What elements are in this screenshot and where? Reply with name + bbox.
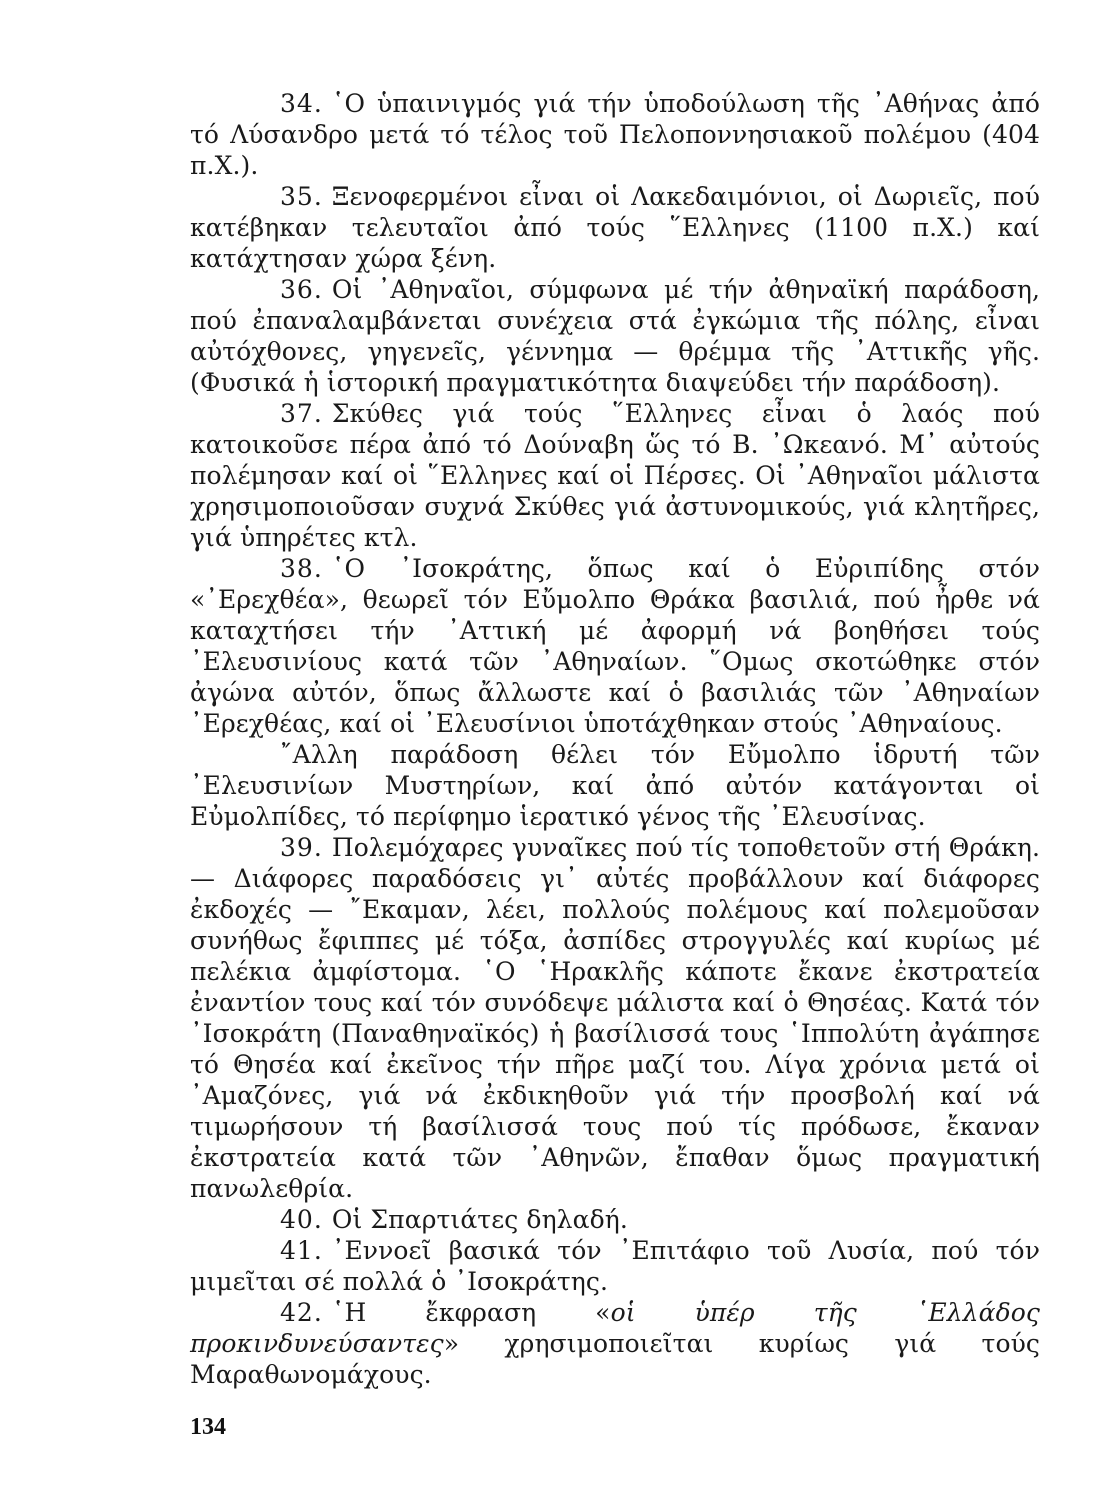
footnote-number: 41 bbox=[280, 1236, 314, 1265]
footnote-number: 37 bbox=[280, 399, 314, 428]
footnote-text: Οἱ Σπαρτιάτες δηλαδή. bbox=[331, 1205, 628, 1234]
footnote-34: 34. ῾Ο ὑπαινιγμός γιά τήν ὑποδούλωση τῆς ᾿Αθήνας ἀπό τό Λύσανδρο μετά τό τέλος τοῦ Πελοποννησιακοῦ πολέμου (404 π.Χ.). bbox=[190, 89, 1040, 180]
footnote-38-continuation bbox=[190, 739, 1040, 832]
footnote-text: ῾Ο ᾿Ισοκράτης, ὅπως καί ὁ Εὐριπίδης στόν «᾿Ερεχθέα», θεωρεῖ τόν Εὔμολπο Θράκα βασιλιά, πού ἦρθε νά καταχτήσει τήν ᾿Αττική μέ ἀφορμή νά βοηθήσει τούς ᾿Ελευσινίους κατά τῶν ᾿Αθηναίων. ῞Ομως σκοτώθηκε στόν ἀγώνα αὐτόν, ὅπως ἄλλωστε καί ὁ βασιλιάς τῶν ᾿Αθηναίων ᾿Ερεχθέας, καί οἱ ᾿Ελευσίνιοι ὑποτάχθηκαν στούς ᾿Αθηναίους. bbox=[190, 554, 1040, 738]
footnote-42: 42. ῾Η ἔκφραση «οἱ ὑπέρ τῆς ῾Ελλάδος προκινδυνεύσαντες» χρησιμοποιεῖται κυρίως γιά τούς Μαραθωνομάχους. bbox=[190, 1298, 1040, 1389]
footnote-text: ῎Αλλη παράδοση θέλει τόν Εὔμολπο ἱδρυτή τῶν ᾿Ελευσινίων Μυστηρίων, καί ἀπό αὐτόν κατάγονται οἱ Εὐμολπίδες, τό περίφημο ἱερατικό γένος τῆς ᾿Ελευσίνας. bbox=[190, 740, 1040, 831]
footnote-39: 39. Πολεμόχαρες γυναῖκες πού τίς τοποθετοῦν στή Θράκη. — Διάφορες παραδόσεις γι᾿ αὐτές προβάλλουν καί διάφορες ἐκδοχές — ῎Εκαμαν, λέει, πολλούς πολέμους καί πολεμοῦσαν συνήθως ἔφιππες μέ τόξα, ἀσπίδες στρογγυλές καί κυρίως μέ πελέκια ἀμφίστομα. ῾Ο ῾Ηρακλῆς κάποτε ἔκανε ἐκστρατεία ἐναντίον τους καί τόν συνόδεψε μάλιστα καί ὁ Θησέας. Κατά τόν ᾿Ισοκράτη (Παναθηναϊκός) ἡ βασίλισσά τους ῾Ιππολύτη ἀγάπησε τό Θησέα καί ἐκεῖνος τήν πῆρε μαζί του. Λίγα χρόνια μετά οἱ ᾿Αμαζόνες, γιά νά ἐκδικηθοῦν γιά τήν προσβολή καί νά τιμωρήσουν τή βασίλισσά τους πού τίς πρόδωσε, ἔκαναν ἐκστρατεία κατά τῶν ᾿Αθηνῶν, ἔπαθαν ὅμως πραγματική πανωλεθρία. bbox=[190, 833, 1040, 1203]
footnote-number: 38 bbox=[280, 554, 314, 583]
footnote-number: 36 bbox=[280, 275, 314, 304]
footnote-text: Πολεμόχαρες γυναῖκες πού τίς τοποθετοῦν στή Θράκη. — Διάφορες παραδόσεις γι᾿ αὐτές προβάλλουν καί διάφορες ἐκδοχές — ῎Εκαμαν, λέει, πολλούς πολέμους καί πολεμοῦσαν συνήθως ἔφιππες μέ τόξα, ἀσπίδες στρογγυλές καί κυρίως μέ πελέκια ἀμφίστομα. ῾Ο ῾Ηρακλῆς κάποτε ἔκανε ἐκστρατεία ἐναντίον τους καί τόν συνόδεψε μάλιστα καί ὁ Θησέας. Κατά τόν ᾿Ισοκράτη (Παναθηναϊκός) ἡ βασίλισσά τους ῾Ιππολύτη ἀγάπησε τό Θησέα καί ἐκεῖνος τήν πῆρε μαζί του. Λίγα χρόνια μετά οἱ ᾿Αμαζόνες, γιά νά ἐκδικηθοῦν γιά τήν προσβολή καί νά τιμωρήσουν τή βασίλισσά τους πού τίς πρόδωσε, ἔκαναν ἐκστρατεία κατά τῶν ᾿Αθηνῶν, ἔπαθαν ὅμως πραγματική πανωλεθρία. bbox=[190, 833, 1040, 1203]
footnote-number: 35 bbox=[280, 182, 314, 211]
footnote-quote: οἱ ὑπέρ τῆς ῾Ελλάδος προκινδυνεύσαντες bbox=[190, 1298, 1040, 1358]
footnote-number: 34 bbox=[280, 89, 314, 118]
footnote-text: Οἱ ᾿Αθηναῖοι, σύμφωνα μέ τήν ἀθηναϊκή παράδοση, πού ἐπαναλαμβάνεται συνέχεια στά ἐγκώμια τῆς πόλης, εἶναι αὐτόχθονες, γηγενεῖς, γέννημα — θρέμμα τῆς ᾿Αττικῆς γῆς. (Φυσικά ἡ ἱστορική πραγματικότητα διαψεύδει τήν παράδοση). bbox=[190, 275, 1040, 397]
footnote-40: 40. Οἱ Σπαρτιάτες δηλαδή. bbox=[280, 1205, 628, 1234]
footnote-41: 41. ᾿Εννοεῖ βασικά τόν ᾿Επιτάφιο τοῦ Λυσία, πού τόν μιμεῖται σέ πολλά ὁ ᾿Ισοκράτης. bbox=[190, 1236, 1040, 1296]
page-number: 134 bbox=[190, 1414, 226, 1440]
footnote-number: 40 bbox=[280, 1205, 314, 1234]
footnote-number: 42 bbox=[280, 1298, 314, 1327]
footnote-35: 35. Ξενοφερμένοι εἶναι οἱ Λακεδαιμόνιοι, οἱ Δωριεῖς, πού κατέβηκαν τελευταῖοι ἀπό τούς ῞Ελληνες (1100 π.Χ.) καί κατάχτησαν χώρα ξένη. bbox=[190, 182, 1040, 273]
footnote-text: Ξενοφερμένοι εἶναι οἱ Λακεδαιμόνιοι, οἱ Δωριεῖς, πού κατέβηκαν τελευταῖοι ἀπό τούς ῞Ελληνες (1100 π.Χ.) καί κατάχτησαν χώρα ξένη. bbox=[190, 182, 1040, 273]
footnote-number: 39 bbox=[280, 833, 314, 862]
footnote-text-after: » χρησιμοποιεῖται κυρίως γιά τούς Μαραθωνομάχους. bbox=[190, 1329, 1040, 1389]
footnote-36: 36. Οἱ ᾿Αθηναῖοι, σύμφωνα μέ τήν ἀθηναϊκή παράδοση, πού ἐπαναλαμβάνεται συνέχεια στά ἐγκώμια τῆς πόλης, εἶναι αὐτόχθονες, γηγενεῖς, γέννημα — θρέμμα τῆς ᾿Αττικῆς γῆς. (Φυσικά ἡ ἱστορική πραγματικότητα διαψεύδει τήν παράδοση). bbox=[190, 275, 1040, 397]
footnote-text: ῾Ο ὑπαινιγμός γιά τήν ὑποδούλωση τῆς ᾿Αθήνας ἀπό τό Λύσανδρο μετά τό τέλος τοῦ Πελοποννησιακοῦ πολέμου (404 π.Χ.). bbox=[190, 89, 1040, 180]
footnote-38: 38. ῾Ο ᾿Ισοκράτης, ὅπως καί ὁ Εὐριπίδης στόν «᾿Ερεχθέα», θεωρεῖ τόν Εὔμολπο Θράκα βασιλιά, πού ἦρθε νά καταχτήσει τήν ᾿Αττική μέ ἀφορμή νά βοηθήσει τούς ᾿Ελευσινίους κατά τῶν ᾿Αθηναίων. ῞Ομως σκοτώθηκε στόν ἀγώνα αὐτόν, ὅπως ἄλλωστε καί ὁ βασιλιάς τῶν ᾿Αθηναίων ᾿Ερεχθέας, καί οἱ ᾿Ελευσίνιοι ὑποτάχθηκαν στούς ᾿Αθηναίους. bbox=[190, 554, 1040, 738]
footnote-text: ᾿Εννοεῖ βασικά τόν ᾿Επιτάφιο τοῦ Λυσία, πού τόν μιμεῖται σέ πολλά ὁ ᾿Ισοκράτης. bbox=[190, 1236, 1040, 1296]
footnotes-block bbox=[190, 88, 1040, 1390]
footnote-text-before: ῾Η ἔκφραση « bbox=[331, 1298, 611, 1327]
footnote-text: Σκύθες γιά τούς ῞Ελληνες εἶναι ὁ λαός πού κατοικοῦσε πέρα ἀπό τό Δούναβη ὥς τό Β. ᾿Ωκεανό. Μ᾿ αὐτούς πολέμησαν καί οἱ ῞Ελληνες καί οἱ Πέρσες. Οἱ ᾿Αθηναῖοι μάλιστα χρησιμοποιοῦσαν συχνά Σκύθες γιά ἀστυνομικούς, γιά κλητῆρες, γιά ὑπηρέτες κτλ. bbox=[190, 399, 1040, 552]
footnote-37: 37. Σκύθες γιά τούς ῞Ελληνες εἶναι ὁ λαός πού κατοικοῦσε πέρα ἀπό τό Δούναβη ὥς τό Β. ᾿Ωκεανό. Μ᾿ αὐτούς πολέμησαν καί οἱ ῞Ελληνες καί οἱ Πέρσες. Οἱ ᾿Αθηναῖοι μάλιστα χρησιμοποιοῦσαν συχνά Σκύθες γιά ἀστυνομικούς, γιά κλητῆρες, γιά ὑπηρέτες κτλ. bbox=[190, 399, 1040, 552]
